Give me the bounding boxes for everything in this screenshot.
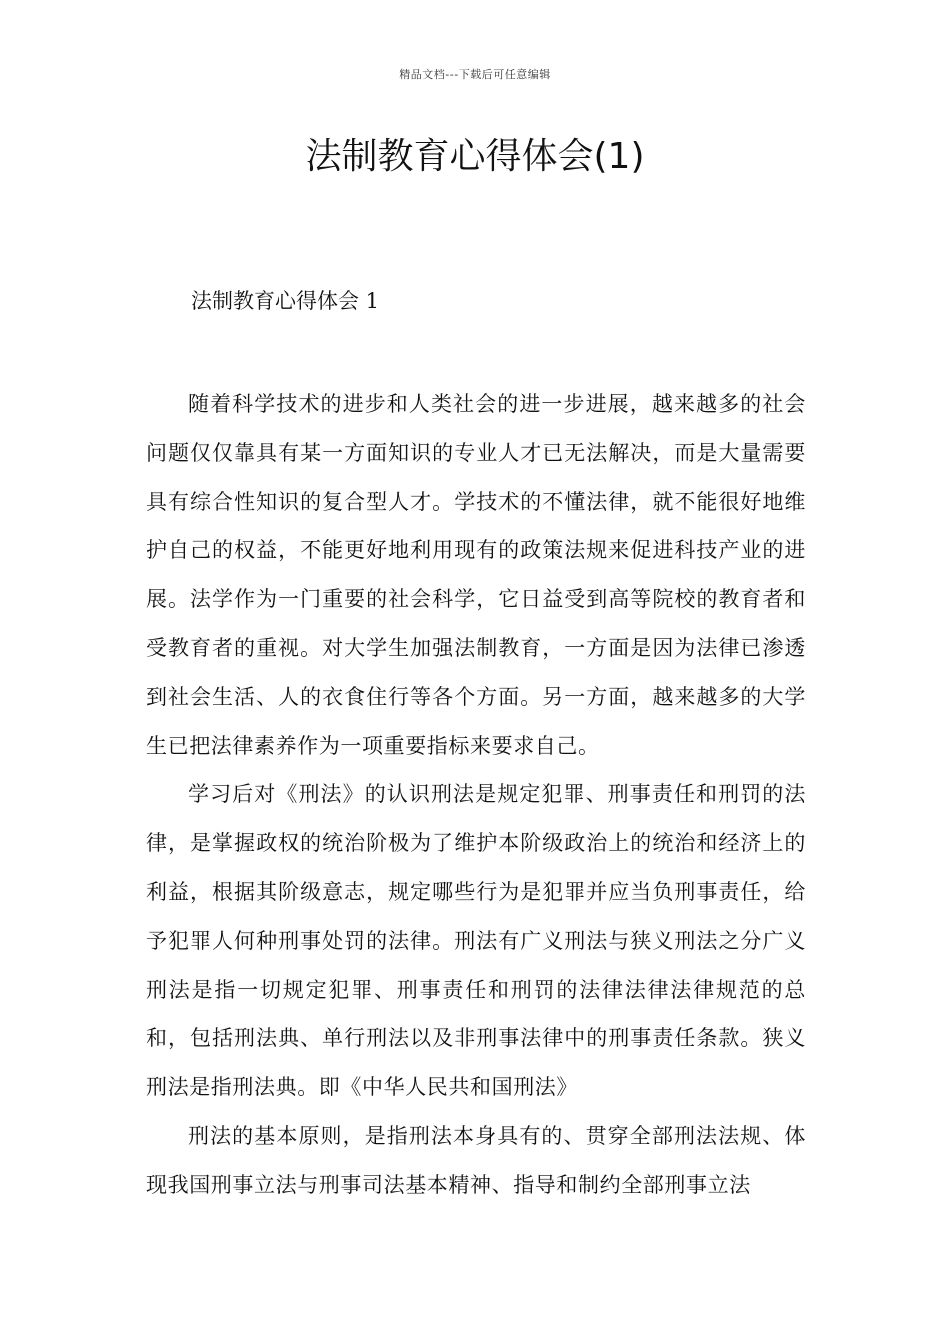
document-title: 法制教育心得体会(1): [305, 136, 645, 177]
paragraph: 刑法的基本原则，是指刑法本身具有的、贯穿全部刑法法规、体现我国刑事立法与刑事司法基本精神、指导和制约全部刑事立法: [146, 1123, 806, 1197]
paragraph: 学习后对《刑法》的认识刑法是规定犯罪、刑事责任和刑罚的法律，是掌握政权的统治阶极为了维护本阶级政治上的统治和经济上的利益，根据其阶级意志，规定哪些行为是犯罪并应当负刑事责任，给予犯罪人何种刑事处罚的法律。刑法有广义刑法与狭义刑法之分广义刑法是指一切规定犯罪、刑事责任和刑罚的法律法律法律规范的总和，包括刑法典、单行刑法以及非刑事法律中的刑事责任条款。狭义刑法是指刑法典。即《中华人民共和国刑法》: [146, 782, 806, 1100]
header-note: 精品文档---下载后可任意编辑: [399, 68, 551, 81]
paragraph: 随着科学技术的进步和人类社会的进一步进展，越来越多的社会问题仅仅靠具有某一方面知识的专业人才已无法解决，而是大量需要具有综合性知识的复合型人才。学技术的不懂法律，就不能很好地维护自己的权益，不能更好地利用现有的政策法规来促进科技产业的进展。法学作为一门重要的社会科学，它日益受到高等院校的教育者和受教育者的重视。对大学生加强法制教育，一方面是因为法律已渗透到社会生活、人的衣食住行等各个方面。另一方面，越来越多的大学生已把法律素养作为一项重要指标来要求自己。: [146, 392, 806, 758]
section-subheading: 法制教育心得体会 1: [191, 289, 380, 313]
document-body: [146, 380, 806, 1210]
